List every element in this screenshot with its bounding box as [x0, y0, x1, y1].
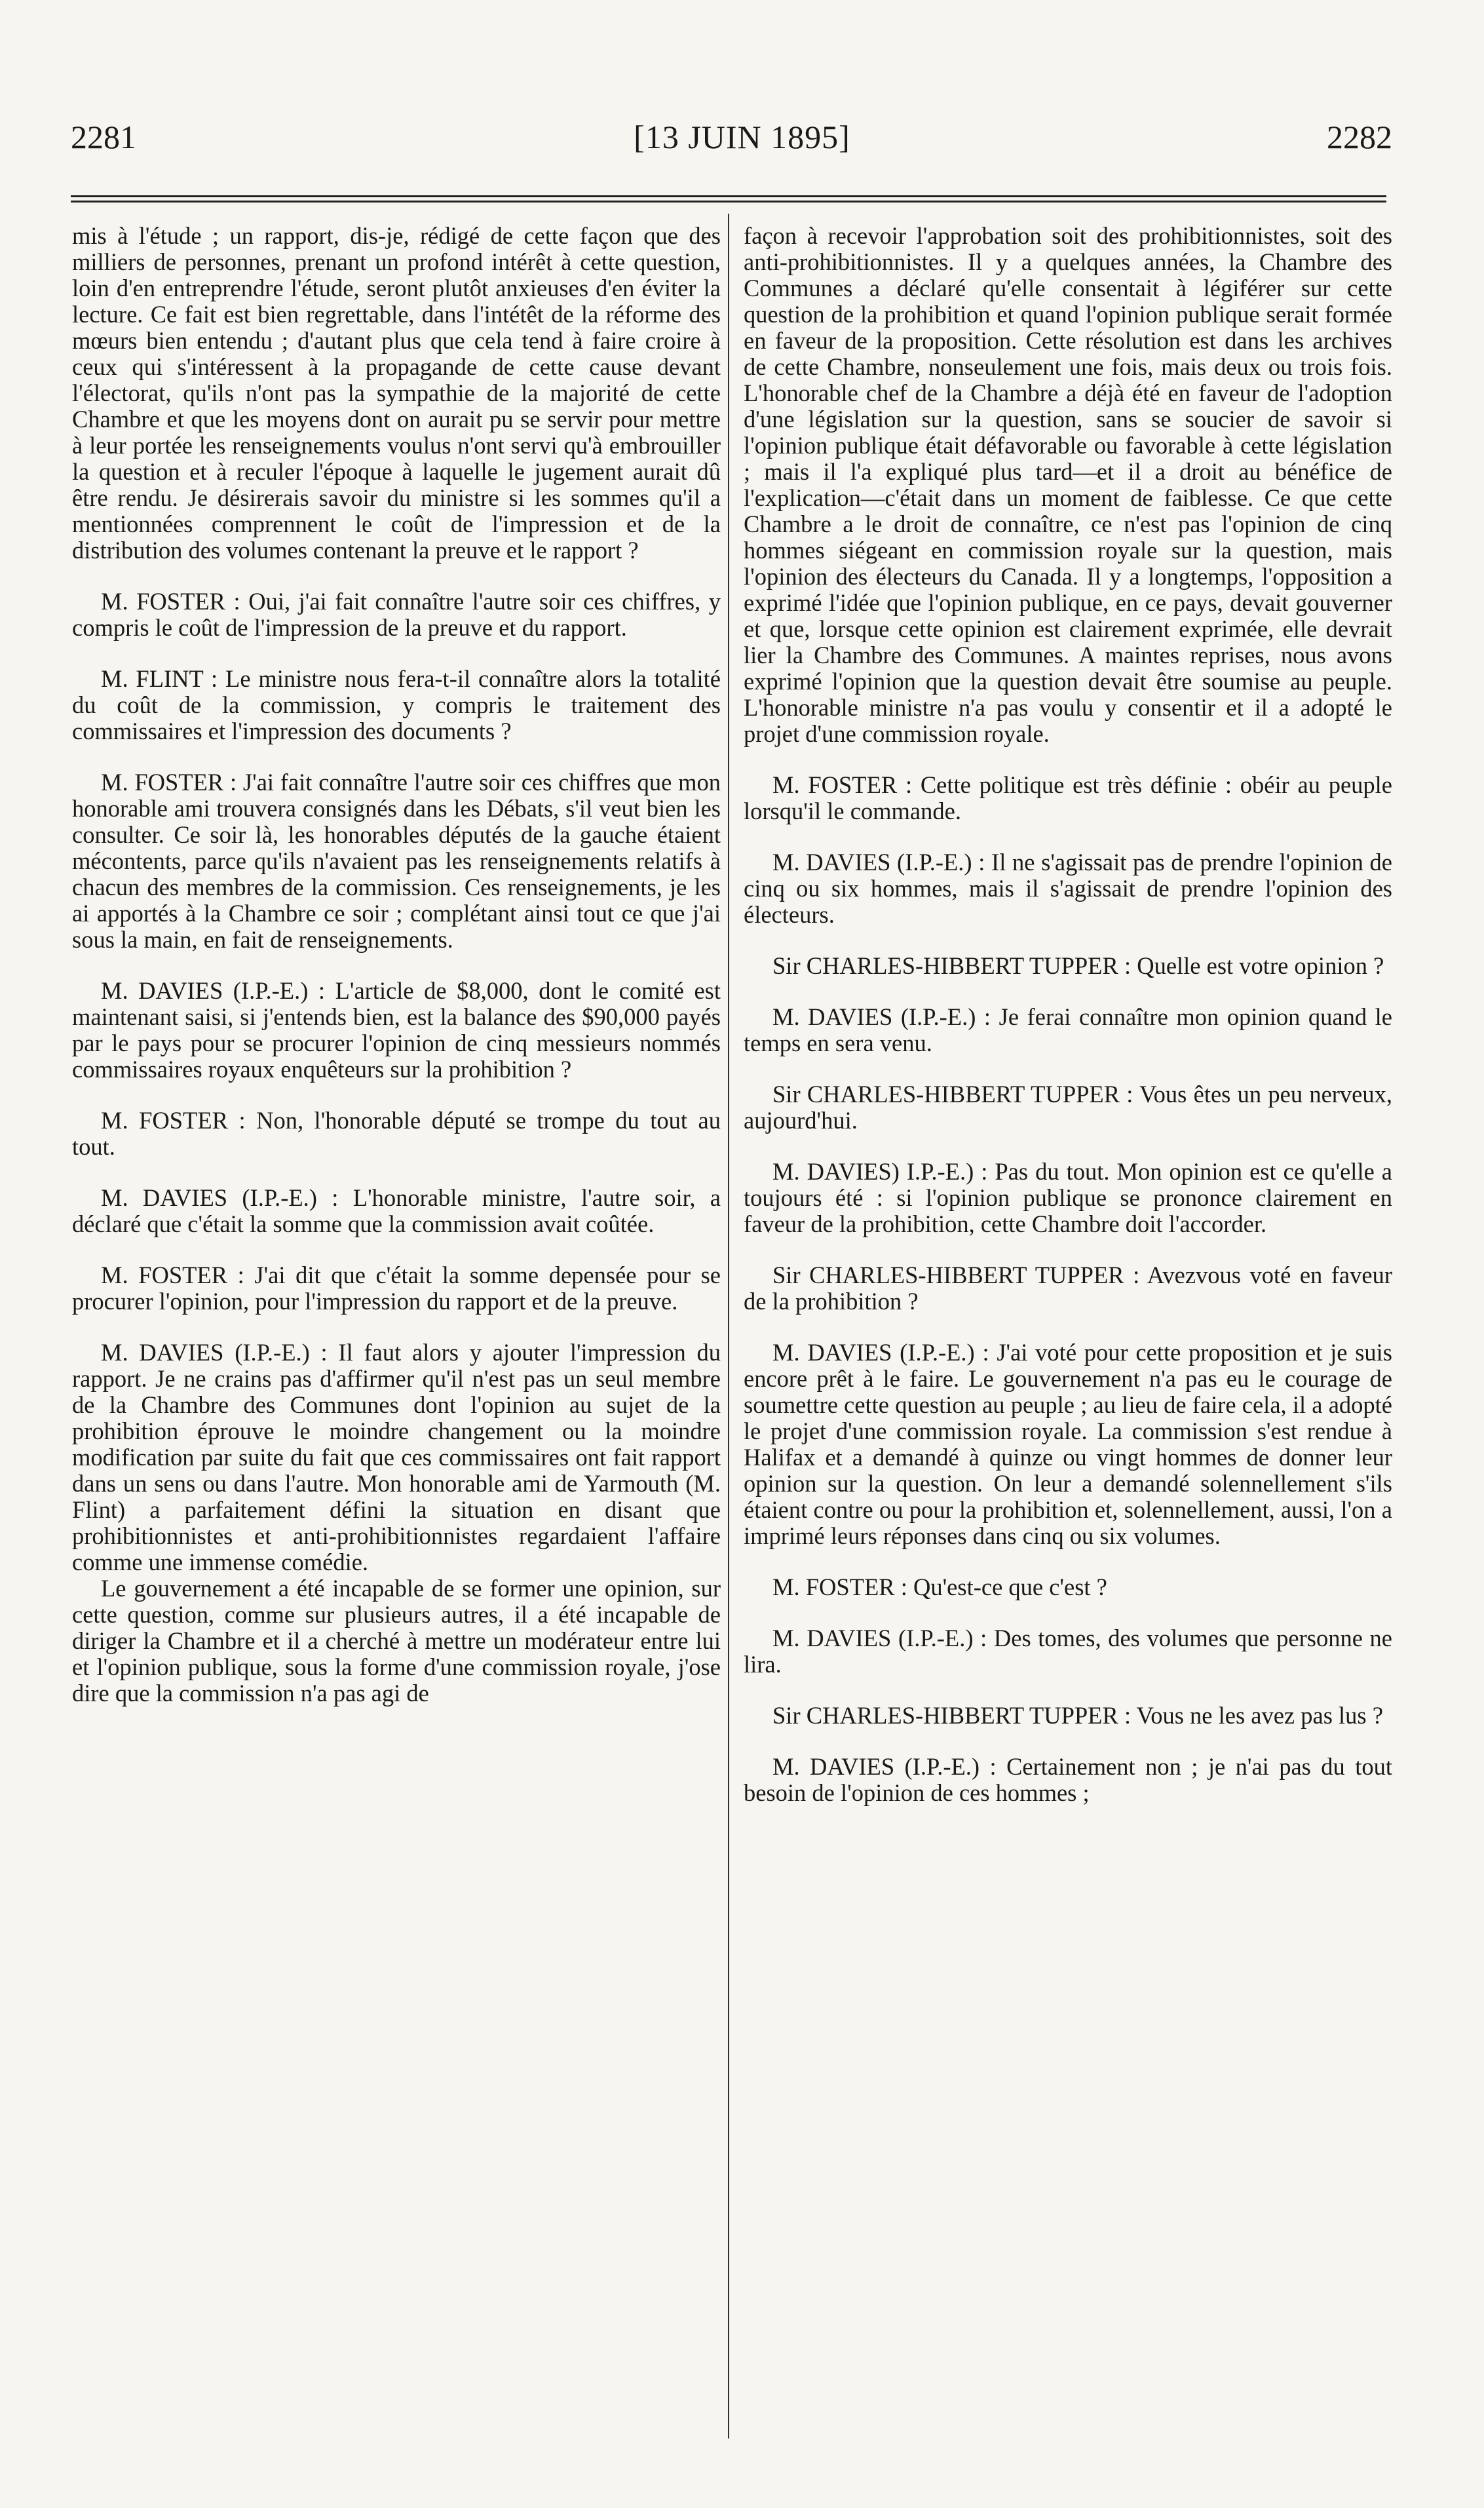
paragraph: M. DAVIES (I.P.-E.) : L'honorable ministre, l'autre soir, a déclaré que c'était la somme que la commission avait coûtée.: [72, 1184, 721, 1237]
column-separator: [728, 214, 729, 2439]
paragraph: M. FOSTER : Non, l'honorable député se trompe du tout au tout.: [72, 1107, 721, 1160]
paragraph: M. DAVIES (I.P.-E.) : Certainement non ; je n'ai pas du tout besoin de l'opinion de ces hommes ;: [744, 1753, 1392, 1806]
page-header: [0, 0, 1484, 183]
paragraph: M. DAVIES (I.P.-E.) : J'ai voté pour cette proposition et je suis encore prêt à le faire. Le gouvernement n'a pas eu le courage de soumettre cette question au peuple ; au lieu de faire cela, il a adopté le projet d'une commission royale. La commission s'est rendue à Halifax et a demandé à quinze ou vingt hommes de donner leur opinion sur la question. On leur a demandé solennellement s'ils étaient contre ou pour la prohibition et, solennellement, aussi, l'on a imprimé leurs réponses dans cinq ou six volumes.: [744, 1339, 1392, 1549]
paragraph: Sir CHARLES-HIBBERT TUPPER : Quelle est votre opinion ?: [772, 952, 1384, 979]
paragraph: M. FOSTER : Qu'est-ce que c'est ?: [772, 1573, 1107, 1600]
paragraph: M. FOSTER : J'ai dit que c'était la somme depensée pour se procurer l'opinion, pour l'impression du rapport et de la preuve.: [72, 1262, 721, 1315]
right-column: [744, 223, 1392, 1831]
paragraph: Sir CHARLES-HIBBERT TUPPER : Vous êtes un peu nerveux, aujourd'hui.: [744, 1081, 1392, 1134]
paragraph: mis à l'étude ; un rapport, dis-je, rédigé de cette façon que des milliers de personnes, prenant un profond intérêt à cette question, loin d'en entreprendre l'étude, seront plutôt anxieuses d'en éviter la lecture. Ce fait est bien regrettable, dans l'intétêt de la réforme des mœurs bien entendu ; d'autant plus que cela tend à faire croire à ceux qui s'intéressent à la propagande de cette cause devant l'électorat, qu'ils n'ont pas la sympathie de la majorité de cette Chambre et que les moyens dont on aurait pu se servir pour mettre à leur portée les renseignements voulus n'ont servi qu'à embrouiller la question et à reculer l'époque à laquelle le jugement aurait dû être rendu. Je désirerais savoir du ministre si les sommes qu'il a mentionnées comprennent le coût de l'impression et de la distribution des volumes contenant la preuve et le rapport ?: [72, 222, 721, 564]
paragraph: M. DAVIES (I.P.-E.) : Je ferai connaître mon opinion quand le temps en sera venu.: [744, 1003, 1392, 1056]
paragraph: Le gouvernement a été incapable de se former une opinion, sur cette question, comme sur plusieurs autres, il a été incapable de diriger la Chambre et il a cherché à mettre un modérateur entre lui et l'opinion publique, sous la forme d'une commission royale, j'ose dire que la commission n'a pas agi de: [72, 1575, 721, 1707]
paragraph: M. DAVIES (I.P.-E.) : Il faut alors y ajouter l'impression du rapport. Je ne crains pas d'affirmer qu'il n'est pas un seul membre de la Chambre des Communes dont l'opinion au sujet de la prohibition éprouve le moindre changement ou la moindre modification par suite du fait que ces commissaires ont fait rapport dans un sens ou dans l'autre. Mon honorable ami de Yarmouth (M. Flint) a parfaitement défini la situation en disant que prohibitionnistes et anti-prohibitionnistes regardaient l'affaire comme une immense comédie.: [72, 1339, 721, 1575]
paragraph: M. FOSTER : Cette politique est très définie : obéir au peuple lorsqu'il le commande.: [744, 771, 1392, 824]
page-number-left: 2281: [71, 119, 136, 155]
left-column: [72, 223, 721, 1731]
paragraph: M. FOSTER : J'ai fait connaître l'autre soir ces chiffres que mon honorable ami trouvera consignés dans les Débats, s'il veut bien les consulter. Ce soir là, les honorables députés de la gauche étaient mécontents, parce qu'ils n'avaient pas les renseignements relatifs à chacun des membres de la commission. Ces renseignements, je les ai apportés à la Chambre ce soir ; complétant ainsi tout ce que j'ai sous la main, en fait de renseignements.: [72, 769, 721, 953]
paragraph: M. DAVIES (I.P.-E.) : L'article de $8,000, dont le comité est maintenant saisi, si j'entends bien, est la balance des $90,000 payés par le pays pour se procurer l'opinion de cinq messieurs nommés commissaires royaux enquêteurs sur la prohibition ?: [72, 977, 721, 1083]
paragraph: Sir CHARLES-HIBBERT TUPPER : Avezvous voté en faveur de la prohibition ?: [744, 1262, 1392, 1315]
paragraph: M. FOSTER : Oui, j'ai fait connaître l'autre soir ces chiffres, y compris le coût de l'impression de la preuve et du rapport.: [72, 588, 721, 641]
paragraph: façon à recevoir l'approbation soit des prohibitionnistes, soit des anti-prohibitionnistes. Il y a quelques années, la Chambre des Communes a déclaré qu'elle consentait à légiférer sur cette question de la prohibition et quand l'opinion publique serait formée en faveur de la proposition. Cette résolution est dans les archives de cette Chambre, nonseulement une fois, mais deux ou trois fois. L'honorable chef de la Chambre a déjà été en faveur de l'adoption d'une législation sur la question, sans se soucier de savoir si l'opinion publique était défavorable ou favorable à cette législation ; mais il l'a expliqué plus tard—et il a droit au bénéfice de l'explication—c'était dans un moment de faiblesse. Ce que cette Chambre a le droit de connaître, ce n'est pas l'opinion de cinq hommes siégeant en commission royale sur la question, mais l'opinion des électeurs du Canada. Il y a longtemps, l'opposition a exprimé l'idée que l'opinion publique, en ce pays, devait gouverner et que, lorsque cette opinion est clairement exprimée, elle devrait lier la Chambre des Communes. A maintes reprises, nous avons exprimé l'opinion que la question devait être soumise au peuple. L'honorable ministre n'a pas voulu y consentir et il a adopté le projet d'une commission royale.: [744, 222, 1392, 747]
paragraph: M. DAVIES (I.P.-E.) : Il ne s'agissait pas de prendre l'opinion de cinq ou six hommes, mais il s'agissait de prendre l'opinion des électeurs.: [744, 849, 1392, 928]
header-rule-top: [71, 195, 1386, 197]
paragraph: M. DAVIES (I.P.-E.) : Des tomes, des volumes que personne ne lira.: [744, 1625, 1392, 1678]
paragraph: M. FLINT : Le ministre nous fera-t-il connaître alors la totalité du coût de la commission, y compris le traitement des commissaires et l'impression des documents ?: [72, 665, 721, 744]
header-rule-bottom: [71, 201, 1386, 203]
paragraph: Sir CHARLES-HIBBERT TUPPER : Vous ne les avez pas lus ?: [772, 1702, 1383, 1729]
paragraph: M. DAVIES) I.P.-E.) : Pas du tout. Mon opinion est ce qu'elle a toujours été : si l'opinion publique se prononce clairement en faveur de la prohibition, cette Chambre doit l'accorder.: [744, 1158, 1392, 1237]
page-number-right: 2282: [1327, 119, 1392, 155]
page-date: [13 JUIN 1895]: [634, 119, 850, 155]
